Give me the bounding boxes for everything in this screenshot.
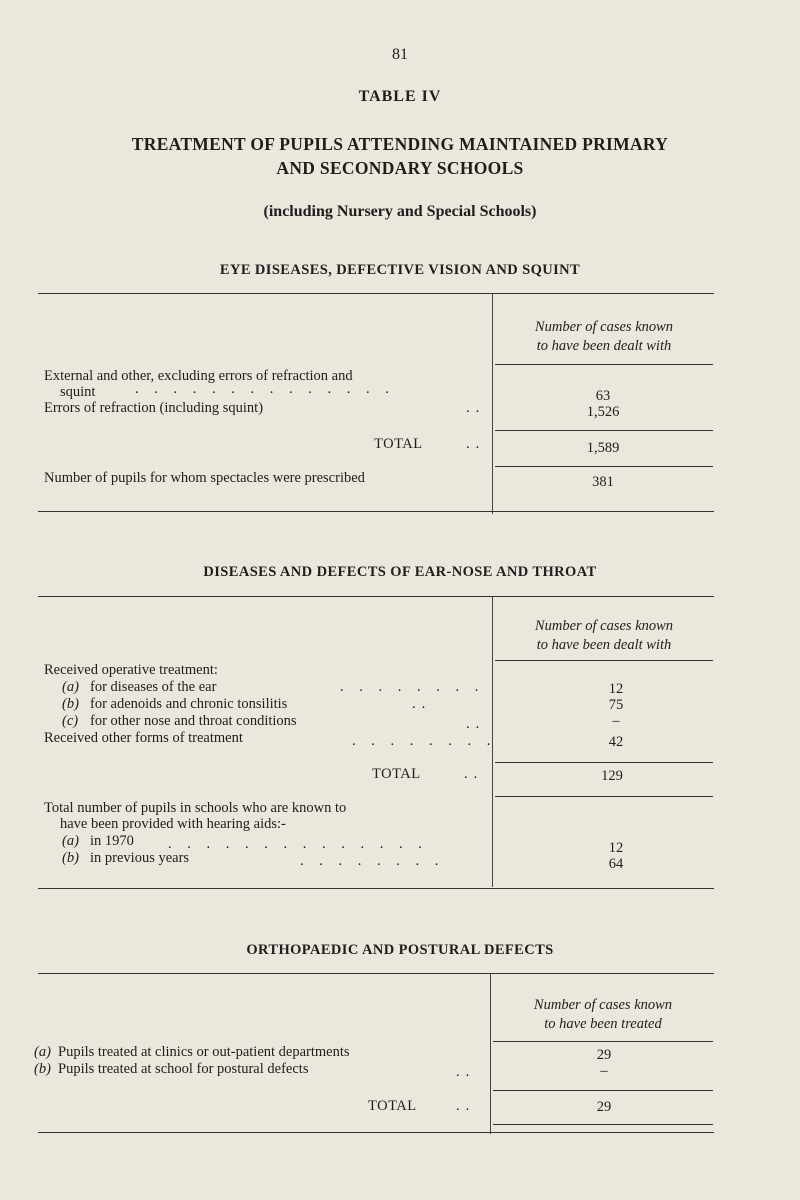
eye-row-spectacles: Number of pupils for whom spectacles were prescribed (44, 470, 365, 486)
eye-column-divider (492, 294, 493, 514)
page-subtitle: (including Nursery and Special Schools) (263, 203, 537, 220)
ent-value-1970: 12 (608, 840, 624, 856)
dot-leader: . . . . . . . . (340, 679, 485, 695)
eye-column-header-line-1: Number of cases known (534, 319, 674, 335)
dot-leader: .. (466, 400, 486, 416)
ent-column-header-line-2: to have been dealt with (536, 637, 672, 653)
dot-leader: .. (456, 1064, 476, 1080)
eye-column-header-line-2: to have been dealt with (536, 338, 672, 354)
ortho-b-letter: (b) (34, 1061, 51, 1077)
ortho-bottom-rule (38, 1132, 714, 1133)
ent-total-value: 129 (601, 768, 623, 784)
eye-bottom-rule (38, 511, 714, 512)
ent-hearing-aids-heading-cont: have been provided with hearing aids:- (60, 816, 286, 832)
ortho-total-rule-bottom (493, 1124, 713, 1125)
ortho-total-label: TOTAL (368, 1098, 417, 1114)
eye-total-rule-top (495, 430, 713, 431)
title-line-2: AND SECONDARY SCHOOLS (276, 158, 524, 178)
ent-operative-heading: Received operative treatment: (44, 662, 218, 678)
eye-section-heading: EYE DISEASES, DEFECTIVE VISION AND SQUINT (219, 262, 581, 278)
eye-value-refraction: 1,526 (586, 404, 620, 420)
ent-a-letter: (a) (62, 679, 79, 695)
ortho-row-postural: Pupils treated at school for postural defects (58, 1061, 309, 1077)
ortho-top-rule (38, 973, 714, 974)
ent-total-rule-top (495, 762, 713, 763)
ortho-value-postural: – (600, 1063, 608, 1079)
ortho-header-rule (493, 1041, 713, 1042)
ent-row-1970: in 1970 (90, 833, 134, 849)
table-label: TABLE IV (358, 88, 442, 105)
page-number: 81 (392, 46, 408, 63)
ent-value-previous-years: 64 (608, 856, 624, 872)
ent-section-heading: DISEASES AND DEFECTS OF EAR-NOSE AND THROAT (203, 564, 597, 580)
ent-row-other-treatment: Received other forms of treatment (44, 730, 243, 746)
eye-row-refraction: Errors of refraction (including squint) (44, 400, 264, 416)
ent-b-letter: (b) (62, 696, 79, 712)
ortho-a-letter: (a) (34, 1044, 51, 1060)
ent-column-header-line-1: Number of cases known (534, 618, 674, 634)
ent-row-other-conditions: for other nose and throat conditions (90, 713, 297, 729)
eye-total-label: TOTAL (374, 436, 423, 452)
ortho-column-header (493, 996, 713, 1034)
ent-ha-letter: (a) (62, 833, 79, 849)
ent-bottom-rule (38, 888, 714, 889)
dot-leader: . . . . . . . . . . . . . . (135, 381, 395, 397)
ent-value-other-conditions: – (612, 713, 620, 729)
eye-value-external: 63 (595, 388, 611, 404)
ortho-total-rule-top (493, 1090, 713, 1091)
ent-total-rule-bottom (495, 796, 713, 797)
eye-total-value: 1,589 (586, 440, 620, 456)
ortho-value-clinics: 29 (596, 1047, 612, 1063)
page-title (20, 132, 780, 180)
ortho-column-header-line-1: Number of cases known (533, 997, 673, 1013)
dot-leader: .. (464, 766, 484, 782)
ent-top-rule (38, 596, 714, 597)
ent-column-header (495, 617, 713, 655)
title-line-1: TREATMENT OF PUPILS ATTENDING MAINTAINED PRIMARY (131, 134, 669, 154)
ent-total-label: TOTAL (372, 766, 421, 782)
eye-row-external: External and other, excluding errors of refraction and (44, 368, 353, 384)
dot-leader: .. (456, 1098, 476, 1114)
ent-row-previous-years: in previous years (90, 850, 190, 866)
dot-leader: . . . . . . . . (300, 853, 445, 869)
ortho-column-divider (490, 974, 491, 1134)
eye-header-rule (495, 364, 713, 365)
eye-row-external-cont: squint (60, 384, 96, 400)
dot-leader: .. (466, 436, 486, 452)
ortho-total-value: 29 (596, 1099, 612, 1115)
ent-header-rule (495, 660, 713, 661)
ent-hearing-aids-heading: Total number of pupils in schools who are known to (44, 800, 347, 816)
eye-column-header (495, 318, 713, 356)
ent-row-tonsils: for adenoids and chronic tonsilitis (90, 696, 288, 712)
eye-value-spectacles: 381 (592, 474, 614, 490)
dot-leader: .. (412, 696, 432, 712)
ortho-column-header-line-2: to have been treated (544, 1016, 662, 1032)
dot-leader: . . . . . . . . . . . . . . (168, 836, 428, 852)
eye-top-rule (38, 293, 714, 294)
ortho-section-heading: ORTHOPAEDIC AND POSTURAL DEFECTS (246, 942, 554, 958)
ent-row-ear: for diseases of the ear (90, 679, 217, 695)
ent-value-other-treatment: 42 (608, 734, 624, 750)
dot-leader: . . . . . . . . (352, 733, 497, 749)
ent-value-ear: 12 (608, 681, 624, 697)
eye-total-rule-bottom (495, 466, 713, 467)
ent-c-letter: (c) (62, 713, 79, 729)
ortho-row-clinics: Pupils treated at clinics or out-patient departments (58, 1044, 350, 1060)
ent-value-tonsils: 75 (608, 697, 624, 713)
ent-hb-letter: (b) (62, 850, 79, 866)
dot-leader: .. (466, 716, 486, 732)
